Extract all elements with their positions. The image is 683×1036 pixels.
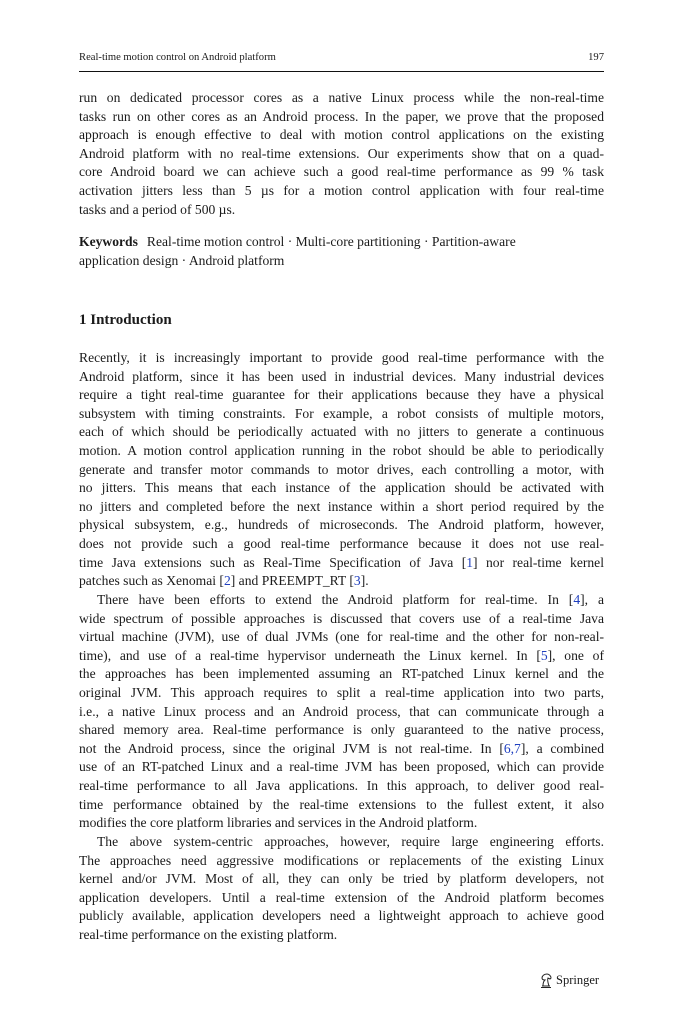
page-number: 197 — [588, 52, 604, 63]
text-line — [79, 554, 604, 573]
text-line: subsystem with timing constraints. For example, a robot consists of multiple motors, — [79, 405, 604, 421]
text-line: Recently, it is increasingly important to provide good real-time performance with the — [79, 350, 604, 365]
text-line: shared memory area. Real-time performance is only guaranteed to the native process, — [79, 722, 604, 738]
intro-paragraph-2 — [79, 591, 604, 833]
text-line — [79, 647, 604, 666]
text-line: approach is enough effective to deal with motion control applications on the existing — [79, 127, 604, 143]
text-line: run on dedicated processor cores as a native Linux process while the non-real-time — [79, 90, 604, 105]
text-line: The above system-centric approaches, however, require large engineering efforts. — [97, 834, 604, 849]
text-line: original JVM. This approach requires to split a real-time application into two parts, — [79, 684, 604, 700]
keywords-line — [79, 233, 604, 252]
text-line: publicly available, application developers need a lightweight approach to achieve good — [79, 908, 604, 924]
text-line: physical subsystem, e.g., hundreds of microseconds. The Android platform, however, — [79, 517, 604, 533]
text-line: time performance obtained by the real-time extensions to the fullest extent, it also — [79, 796, 604, 812]
text-line: core Android board we can achieve such a good real-time performance as 99 % task — [79, 164, 604, 180]
text-span: ]. — [360, 573, 369, 589]
text-line: activation jitters less than 5 µs for a motion control application with four real-time — [79, 182, 604, 198]
intro-paragraph-1 — [79, 349, 604, 591]
text-line: each of which should be periodically actuated with no jitters to generate a continuous — [79, 424, 604, 440]
citation-link[interactable]: 1 — [466, 554, 474, 570]
text-line: no jitters. This means that each instance of the application should be activated with — [79, 480, 604, 496]
text-line: real-time performance on the existing platform. — [79, 926, 338, 942]
text-line: tasks run on other cores as an Android process. In the paper, we prove that the proposed — [79, 108, 604, 124]
abstract-tail — [79, 89, 604, 219]
springer-horse-icon — [539, 972, 553, 988]
publisher-logo — [539, 972, 599, 988]
text-line: tasks and a period of 500 µs. — [79, 201, 236, 217]
citation-link[interactable]: 6,7 — [503, 740, 521, 756]
text-span: time Java extensions such as Real-Time Specification of Java [ — [79, 554, 467, 570]
text-line: generate and transfer motor commands to motor drives, each controlling a motor, with — [79, 461, 604, 477]
text-line: no jitters and completed before the next instance within a short period required by the — [79, 498, 604, 514]
text-line: real-time performance to all Java applications. In this approach, to deliver good real- — [79, 777, 604, 793]
text-line: kernel and/or JVM. Most of all, they can only be tried by platform developers, not — [79, 871, 604, 887]
citation-link[interactable]: 2 — [223, 573, 231, 589]
text-line — [79, 591, 604, 610]
publisher-name: Springer — [556, 972, 600, 987]
text-span: ], one of — [547, 647, 604, 663]
text-line: virtual machine (JVM), use of dual JVMs (one for real-time and the other for non-real- — [79, 629, 604, 645]
keywords-line: application design · Android platform — [79, 252, 285, 268]
text-line: does not provide such a good real-time performance because it does not use real- — [79, 535, 604, 551]
citation-link[interactable]: 5 — [540, 647, 548, 663]
keywords — [79, 233, 604, 270]
text-line: Android platform with no real-time extensions. Our experiments show that on a quad- — [79, 145, 604, 161]
intro-paragraph-3 — [79, 833, 604, 945]
text-line: the approaches has been implemented assuming an RT-patched Linux kernel and the — [79, 666, 604, 682]
text-line: The approaches need aggressive modifications or replacements of the existing Linux — [79, 852, 604, 868]
text-span: ] and PREEMPT_RT [ — [230, 573, 354, 589]
text-span: ], a — [580, 592, 605, 607]
text-line: wide spectrum of possible approaches is discussed that covers use of a real-time Java — [79, 610, 604, 626]
header-rule — [79, 71, 604, 72]
text-line: require a tight real-time guarantee for their applications because they have a physical — [79, 387, 604, 403]
text-line: i.e., a native Linux process and an Android process, that can communicate through a — [79, 703, 604, 719]
running-head — [79, 52, 604, 63]
section-title: 1 Introduction — [79, 312, 172, 328]
citation-link[interactable]: 4 — [573, 592, 581, 607]
citation-link[interactable]: 3 — [353, 573, 361, 589]
text-line: Android platform, since it has been used in industrial devices. Many industrial devices — [79, 368, 604, 384]
text-span: not the Android process, since the original JVM is not real-time. In [ — [79, 740, 504, 756]
keywords-text: Real-time motion control · Multi-core partitioning · Partition-aware — [146, 234, 516, 249]
text-span: ] nor real-time kernel — [473, 554, 604, 570]
text-span: time), and use of a real-time hypervisor underneath the Linux kernel. In [ — [79, 647, 541, 663]
text-span: ], a combined — [520, 740, 604, 756]
text-line — [79, 740, 604, 759]
running-title: Real-time motion control on Android platform — [79, 52, 276, 63]
text-line: modifies the core platform libraries and services in the Android platform. — [79, 815, 478, 831]
text-span: There have been efforts to extend the Android platform for real-time. In [ — [97, 592, 574, 607]
text-line: application developers. Until a real-time extension of the Android platform becomes — [79, 889, 604, 905]
text-line: motion. A motion control application running in the robot should be able to periodically — [79, 442, 604, 458]
text-span: patches such as Xenomai [ — [79, 573, 224, 589]
text-line: use of an RT-patched Linux and a real-time JVM has been proposed, which can provide — [79, 759, 604, 775]
text-line — [79, 572, 604, 591]
keywords-label: Keywords — [79, 234, 138, 249]
